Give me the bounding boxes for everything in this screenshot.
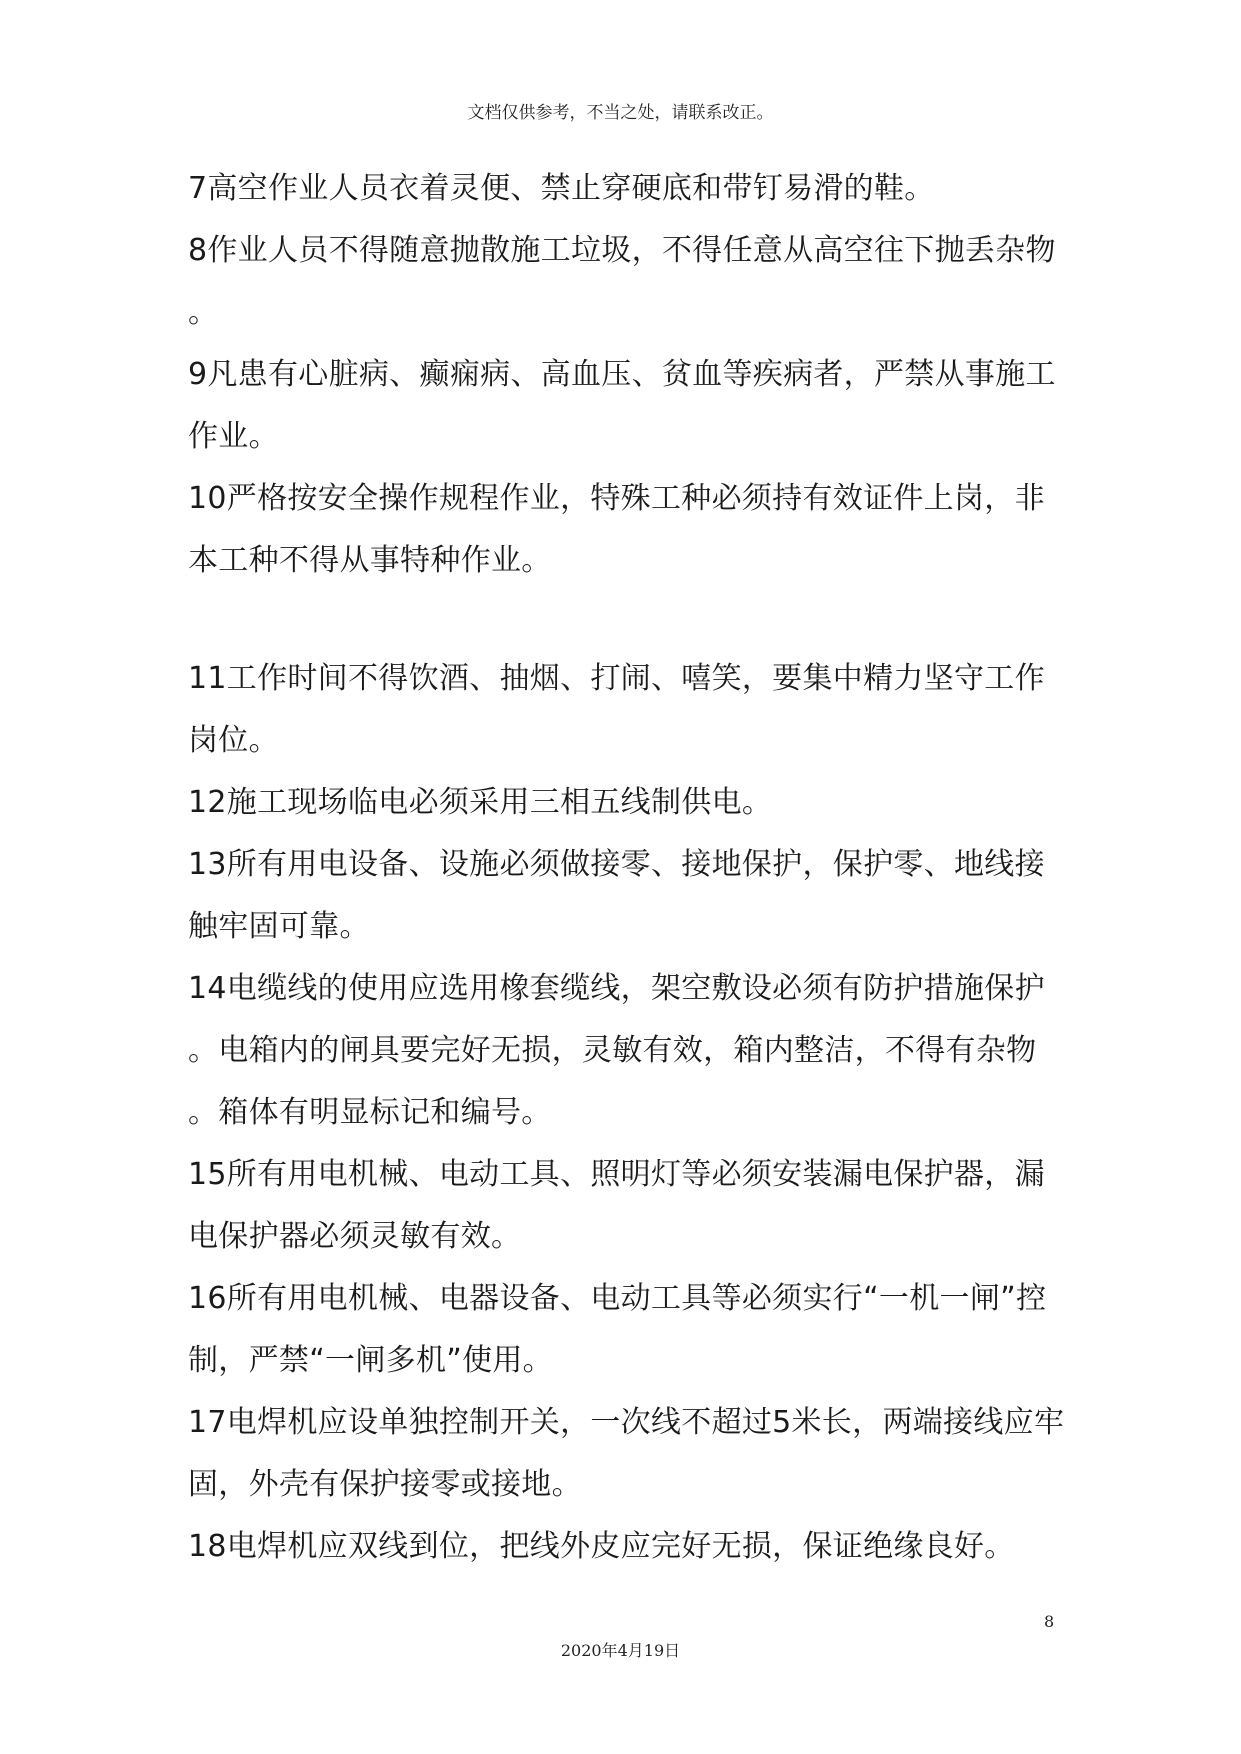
body-line: 10严格按安全操作规程作业，特殊工种必须持有效证件上岗，非 (188, 481, 1045, 516)
body-line: 本工种不得从事特种作业。 (188, 543, 552, 578)
body-line: 17电焊机应设单独控制开关，一次线不超过5米长，两端接线应牢 (188, 1405, 1065, 1440)
body-line: 电保护器必须灵敏有效。 (188, 1219, 522, 1254)
body-line: 9凡患有心脏病、癫痫病、高血压、贫血等疾病者，严禁从事施工 (188, 357, 1056, 392)
body-line: 16所有用电机械、电器设备、电动工具等必须实行“一机一闸”控 (188, 1281, 1047, 1316)
body-line: 作业。 (188, 419, 279, 454)
body-line: 岗位。 (188, 723, 279, 758)
body-line: 8作业人员不得随意抛散施工垃圾，不得任意从高空往下抛丢杂物 (188, 233, 1056, 268)
body-line: 15所有用电机械、电动工具、照明灯等必须安装漏电保护器，漏 (188, 1157, 1045, 1192)
body-line: 。 (188, 295, 219, 330)
body-line: 12施工现场临电必须采用三相五线制供电。 (188, 785, 773, 820)
page-header: 文档仅供参考，不当之处，请联系改正。 (467, 103, 774, 123)
body-line: 。电箱内的闸具要完好无损，灵敏有效，箱内整洁，不得有杂物 (188, 1033, 1037, 1068)
body-line: 。箱体有明显标记和编号。 (188, 1095, 552, 1130)
body-line: 7高空作业人员衣着灵便、禁止穿硬底和带钉易滑的鞋。 (188, 171, 935, 206)
document-body (188, 158, 1068, 1578)
body-line: 固，外壳有保护接零或接地。 (188, 1467, 582, 1502)
footer-date: 2020年4月19日 (560, 1641, 681, 1660)
page-number: 8 (1044, 1612, 1055, 1631)
body-line: 18电焊机应双线到位，把线外皮应完好无损，保证绝缘良好。 (188, 1529, 1015, 1564)
body-line: 11工作时间不得饮酒、抽烟、打闹、嘻笑，要集中精力坚守工作 (188, 661, 1045, 696)
body-line: 14电缆线的使用应选用橡套缆线，架空敷设必须有防护措施保护 (188, 971, 1045, 1006)
body-line: 13所有用电设备、设施必须做接零、接地保护，保护零、地线接 (188, 847, 1045, 882)
paragraph-gap (188, 592, 1068, 648)
body-line: 制，严禁“一闸多机”使用。 (188, 1343, 553, 1378)
body-line: 触牢固可靠。 (188, 909, 370, 944)
